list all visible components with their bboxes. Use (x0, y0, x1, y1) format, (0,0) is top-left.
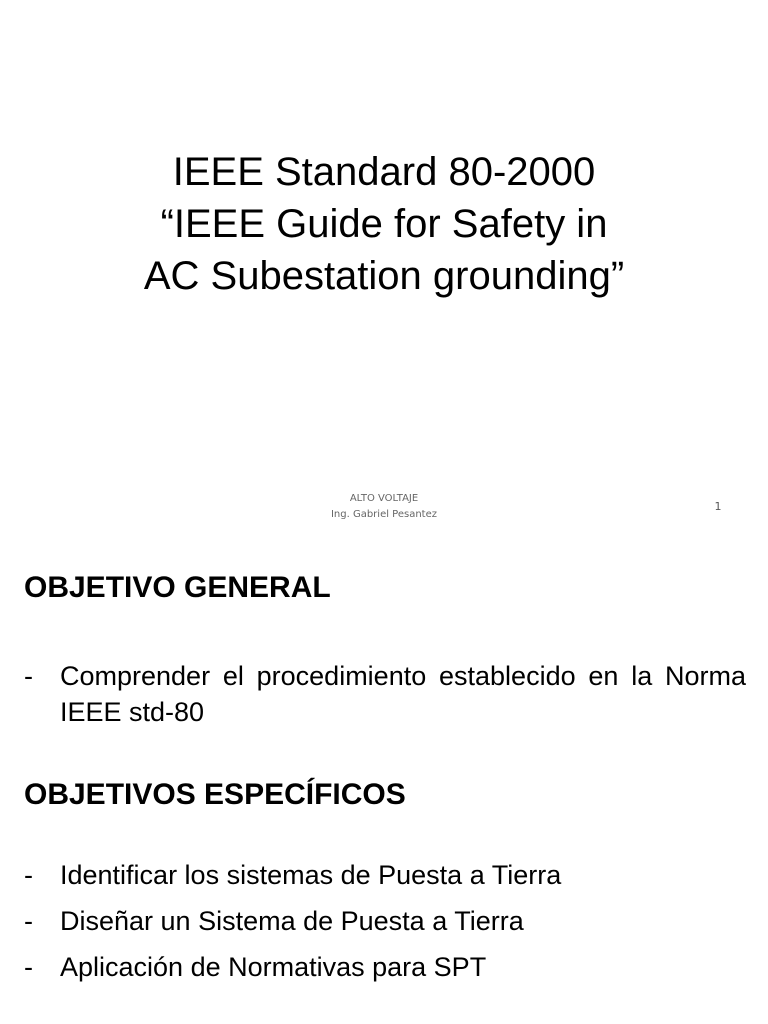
title-line-3: AC Subestation grounding” (143, 254, 625, 298)
list-item (24, 857, 746, 893)
heading-general-objective: OBJETIVO GENERAL (24, 571, 331, 604)
bullet-text: Diseñar un Sistema de Puesta a Tierra (60, 906, 524, 936)
bullet-text: Identificar los sistemas de Puesta a Tierra (60, 860, 562, 890)
bullet-text: Comprender el procedimiento establecido en la Norma IEEE std-80 (60, 661, 746, 727)
slide-2 (0, 540, 768, 1024)
slide-number: 1 (714, 500, 722, 513)
title-line-1: IEEE Standard 80-2000 (172, 150, 596, 194)
list-item (24, 949, 746, 985)
list-item (24, 903, 746, 939)
footer-author: Ing. Gabriel Pesantez (330, 509, 438, 520)
general-objective-list (24, 658, 746, 740)
bullet-text: Aplicación de Normativas para SPT (60, 952, 487, 982)
slide-title (0, 146, 768, 302)
heading-specific-objectives: OBJETIVOS ESPECÍFICOS (24, 778, 406, 811)
bullet-marker: - (24, 860, 33, 890)
slide-footer (284, 491, 484, 523)
bullet-marker: - (24, 661, 33, 691)
footer-course: ALTO VOLTAJE (349, 493, 419, 504)
specific-objectives-list (24, 857, 746, 995)
title-line-2: “IEEE Guide for Safety in (160, 202, 608, 246)
list-item (24, 658, 746, 730)
bullet-marker: - (24, 952, 33, 982)
bullet-marker: - (24, 906, 33, 936)
